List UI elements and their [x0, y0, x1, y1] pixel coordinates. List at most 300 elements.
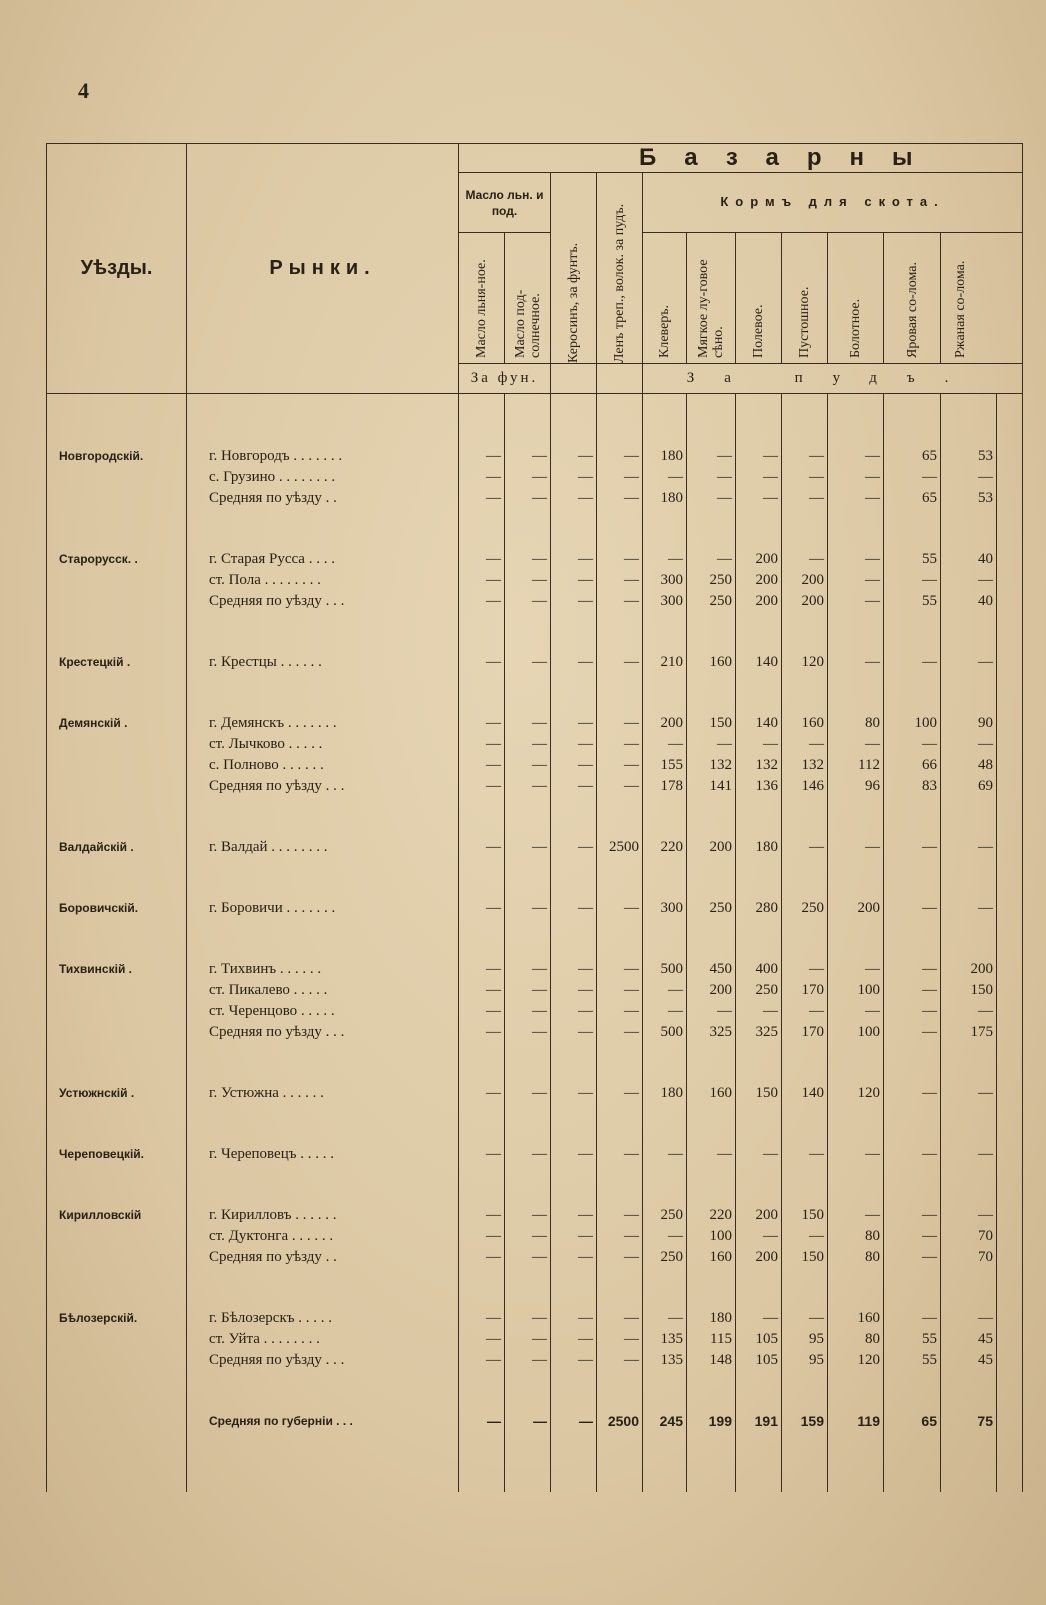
value-oil-linseed: —: [459, 549, 505, 570]
spacer-cell: [782, 919, 828, 939]
spacer-cell: [884, 529, 941, 549]
value-waste: 250: [782, 898, 828, 919]
spacer-cell: [505, 426, 551, 446]
spacer-cell: [687, 529, 736, 549]
spacer-cell: [884, 817, 941, 837]
value-kerosene: —: [551, 1329, 597, 1350]
header-bazar: Базарны: [459, 144, 1023, 173]
spacer-cell: [459, 673, 505, 693]
spacer-cell: [997, 939, 1023, 959]
spacer-cell: [687, 1104, 736, 1124]
value-meadow-hay: 250: [687, 591, 736, 612]
value-oil-linseed: —: [459, 776, 505, 797]
spacer-cell: [687, 1124, 736, 1144]
value-swamp: —: [828, 1205, 884, 1226]
spacer-cell: [997, 1043, 1023, 1063]
spacer-cell: [941, 817, 997, 837]
spacer-row: [47, 612, 1023, 632]
value-field: —: [736, 1226, 782, 1247]
value-flax: —: [597, 488, 643, 509]
table-row: [47, 1001, 1023, 1022]
total-rye-straw: 75: [941, 1411, 997, 1432]
market-cell: ст. Черенцово . . . . .: [187, 1001, 459, 1022]
value-flax: —: [597, 1205, 643, 1226]
spacer-cell: [505, 1268, 551, 1288]
value-rye-straw: —: [941, 1001, 997, 1022]
spacer-cell: [884, 919, 941, 939]
value-rye-straw: 200: [941, 959, 997, 980]
spacer-cell: [828, 529, 884, 549]
spacer-cell: [551, 1124, 597, 1144]
value-oil-linseed: —: [459, 1350, 505, 1371]
spacer-cell: [187, 878, 459, 898]
spacer-cell: [687, 632, 736, 652]
spacer-cell: [597, 878, 643, 898]
spacer-cell: [828, 632, 884, 652]
value-oil-linseed: —: [459, 837, 505, 858]
value-flax: —: [597, 776, 643, 797]
spacer-cell: [505, 797, 551, 817]
market-cell: г. Валдай . . . . . . . .: [187, 837, 459, 858]
value-meadow-hay: —: [687, 1144, 736, 1165]
spacer-cell: [597, 1124, 643, 1144]
spacer-cell: [997, 632, 1023, 652]
value-kerosene: —: [551, 1022, 597, 1043]
value-flax: —: [597, 1022, 643, 1043]
spacer-cell: [459, 1063, 505, 1083]
spacer-cell: [187, 1391, 459, 1411]
value-swamp: —: [828, 734, 884, 755]
spacer-cell: [187, 1371, 459, 1391]
value-clover: —: [643, 1001, 687, 1022]
uezd-cell: Крестецкій .: [47, 652, 187, 673]
spacer-cell: [643, 1104, 687, 1124]
value-swamp: 80: [828, 1226, 884, 1247]
spacer-cell: [597, 1043, 643, 1063]
spacer-cell: [828, 858, 884, 878]
spacer-cell: [782, 529, 828, 549]
spacer-cell: [47, 693, 187, 713]
spacer-cell: [941, 797, 997, 817]
spacer-cell: [941, 1063, 997, 1083]
value-kerosene: —: [551, 898, 597, 919]
spacer-cell: [459, 1432, 505, 1492]
market-cell: ст. Пикалево . . . . .: [187, 980, 459, 1001]
value-spring-straw: —: [884, 734, 941, 755]
value-field: 250: [736, 980, 782, 1001]
value-waste: 150: [782, 1247, 828, 1268]
header-rye-straw: Ржаная со-лома.: [941, 233, 1023, 364]
value-swamp: 100: [828, 1022, 884, 1043]
spacer-cell: [597, 693, 643, 713]
value-meadow-hay: —: [687, 1001, 736, 1022]
value-waste: 200: [782, 591, 828, 612]
header-kerosene: Керосинъ, за фунтъ.: [551, 173, 597, 364]
spacer-cell: [782, 1432, 828, 1492]
value-flax: —: [597, 446, 643, 467]
spacer-cell: [459, 426, 505, 446]
market-cell: г. Череповецъ . . . . .: [187, 1144, 459, 1165]
edge-cell: [997, 1001, 1023, 1022]
unit-funt: За фун.: [459, 364, 551, 394]
value-swamp: —: [828, 652, 884, 673]
spacer-cell: [597, 1165, 643, 1185]
spacer-cell: [736, 632, 782, 652]
spacer-cell: [597, 394, 643, 427]
spacer-cell: [828, 939, 884, 959]
value-rye-straw: —: [941, 652, 997, 673]
edge-cell: [997, 591, 1023, 612]
spacer-cell: [997, 878, 1023, 898]
value-flax: —: [597, 1144, 643, 1165]
value-kerosene: —: [551, 591, 597, 612]
edge-cell: [997, 980, 1023, 1001]
value-swamp: —: [828, 1001, 884, 1022]
spacer-cell: [997, 673, 1023, 693]
spacer-cell: [459, 1288, 505, 1308]
spacer-cell: [47, 919, 187, 939]
spacer-cell: [187, 1185, 459, 1205]
edge-cell: [997, 959, 1023, 980]
value-clover: 250: [643, 1205, 687, 1226]
edge-cell: [997, 1308, 1023, 1329]
edge-cell: [997, 734, 1023, 755]
spacer-cell: [505, 817, 551, 837]
edge-cell: [997, 713, 1023, 734]
spacer-cell: [884, 509, 941, 529]
spacer-cell: [643, 1288, 687, 1308]
spacer-cell: [736, 1288, 782, 1308]
value-flax: —: [597, 1329, 643, 1350]
spacer-cell: [997, 919, 1023, 939]
value-oil-sunflower: —: [505, 755, 551, 776]
spacer-cell: [47, 632, 187, 652]
spacer-cell: [47, 817, 187, 837]
market-cell: с. Грузино . . . . . . . .: [187, 467, 459, 488]
spacer-cell: [687, 1063, 736, 1083]
spacer-cell: [997, 612, 1023, 632]
value-oil-linseed: —: [459, 467, 505, 488]
spacer-cell: [459, 693, 505, 713]
spacer-cell: [597, 509, 643, 529]
value-field: —: [736, 1001, 782, 1022]
value-swamp: 80: [828, 713, 884, 734]
value-flax: —: [597, 1247, 643, 1268]
spacer-cell: [782, 1391, 828, 1411]
spacer-cell: [941, 1432, 997, 1492]
total-kerosene: —: [551, 1411, 597, 1432]
value-waste: 140: [782, 1083, 828, 1104]
spacer-cell: [505, 612, 551, 632]
spacer-cell: [551, 1288, 597, 1308]
value-spring-straw: 83: [884, 776, 941, 797]
spacer-cell: [736, 1268, 782, 1288]
spacer-cell: [687, 1391, 736, 1411]
spacer-cell: [997, 1165, 1023, 1185]
spacer-cell: [505, 1185, 551, 1205]
value-rye-straw: —: [941, 837, 997, 858]
spacer-cell: [736, 1165, 782, 1185]
value-meadow-hay: 115: [687, 1329, 736, 1350]
spacer-cell: [643, 1043, 687, 1063]
spacer-cell: [459, 1124, 505, 1144]
spacer-cell: [551, 632, 597, 652]
spacer-cell: [551, 612, 597, 632]
edge-cell: [997, 1411, 1023, 1432]
spacer-cell: [941, 1124, 997, 1144]
spacer-cell: [782, 673, 828, 693]
value-field: 400: [736, 959, 782, 980]
table-row: [47, 837, 1023, 858]
table-row: [47, 713, 1023, 734]
value-rye-straw: 175: [941, 1022, 997, 1043]
value-oil-linseed: —: [459, 1247, 505, 1268]
value-spring-straw: —: [884, 1022, 941, 1043]
spacer-cell: [459, 1371, 505, 1391]
value-waste: —: [782, 1144, 828, 1165]
spacer-row: [47, 1063, 1023, 1083]
spacer-cell: [828, 1391, 884, 1411]
spacer-cell: [782, 878, 828, 898]
value-swamp: —: [828, 837, 884, 858]
spacer-cell: [505, 1288, 551, 1308]
value-waste: —: [782, 1226, 828, 1247]
spacer-cell: [459, 1165, 505, 1185]
spacer-row: [47, 394, 1023, 427]
spacer-cell: [941, 919, 997, 939]
spacer-cell: [828, 509, 884, 529]
spacer-cell: [459, 797, 505, 817]
value-swamp: —: [828, 1144, 884, 1165]
spacer-cell: [941, 612, 997, 632]
spacer-cell: [997, 1104, 1023, 1124]
value-oil-sunflower: —: [505, 1308, 551, 1329]
spacer-row: [47, 1104, 1023, 1124]
spacer-cell: [828, 1288, 884, 1308]
spacer-cell: [687, 1371, 736, 1391]
spacer-cell: [505, 919, 551, 939]
spacer-cell: [505, 529, 551, 549]
value-spring-straw: —: [884, 652, 941, 673]
value-flax: —: [597, 1083, 643, 1104]
uezd-cell: [47, 1001, 187, 1022]
spacer-cell: [551, 1371, 597, 1391]
uezd-cell: [47, 734, 187, 755]
value-meadow-hay: —: [687, 488, 736, 509]
spacer-cell: [597, 426, 643, 446]
spacer-cell: [187, 1124, 459, 1144]
spacer-cell: [736, 878, 782, 898]
spacer-cell: [687, 1288, 736, 1308]
value-oil-sunflower: —: [505, 898, 551, 919]
header-meadow-hay: Мягкое лу-говое сѣно.: [687, 233, 736, 364]
value-clover: —: [643, 1308, 687, 1329]
value-clover: —: [643, 734, 687, 755]
spacer-cell: [47, 858, 187, 878]
spacer-cell: [643, 919, 687, 939]
spacer-cell: [884, 426, 941, 446]
edge-cell: [997, 1083, 1023, 1104]
value-waste: —: [782, 1001, 828, 1022]
spacer-cell: [884, 1288, 941, 1308]
spacer-cell: [47, 1268, 187, 1288]
value-waste: 150: [782, 1205, 828, 1226]
value-meadow-hay: 250: [687, 570, 736, 591]
spacer-cell: [597, 1391, 643, 1411]
value-rye-straw: 45: [941, 1329, 997, 1350]
value-kerosene: —: [551, 755, 597, 776]
spacer-cell: [551, 1268, 597, 1288]
spacer-cell: [47, 394, 187, 427]
spacer-cell: [736, 509, 782, 529]
spacer-cell: [997, 1371, 1023, 1391]
header-market: Рынки.: [187, 144, 459, 394]
value-meadow-hay: 141: [687, 776, 736, 797]
spacer-cell: [687, 939, 736, 959]
spacer-cell: [782, 1371, 828, 1391]
value-clover: 180: [643, 446, 687, 467]
spacer-row: [47, 919, 1023, 939]
spacer-cell: [997, 394, 1023, 427]
value-swamp: 120: [828, 1350, 884, 1371]
spacer-cell: [459, 817, 505, 837]
value-rye-straw: 40: [941, 591, 997, 612]
value-swamp: 200: [828, 898, 884, 919]
spacer-cell: [551, 394, 597, 427]
value-flax: —: [597, 467, 643, 488]
value-meadow-hay: —: [687, 549, 736, 570]
spacer-cell: [551, 817, 597, 837]
spacer-row: [47, 632, 1023, 652]
value-clover: 135: [643, 1329, 687, 1350]
value-oil-linseed: —: [459, 980, 505, 1001]
spacer-cell: [551, 797, 597, 817]
spacer-cell: [941, 1288, 997, 1308]
header-clover: Клеверъ.: [643, 233, 687, 364]
value-clover: 500: [643, 959, 687, 980]
spacer-cell: [941, 1185, 997, 1205]
spacer-cell: [736, 1063, 782, 1083]
spacer-cell: [941, 632, 997, 652]
table-row: [47, 591, 1023, 612]
value-flax: —: [597, 959, 643, 980]
spacer-cell: [643, 939, 687, 959]
total-flax: 2500: [597, 1411, 643, 1432]
total-row: [47, 1411, 1023, 1432]
value-oil-linseed: —: [459, 713, 505, 734]
spacer-cell: [459, 878, 505, 898]
value-field: —: [736, 734, 782, 755]
market-cell: ст. Пола . . . . . . . .: [187, 570, 459, 591]
market-cell: Средняя по уѣзду . . .: [187, 591, 459, 612]
value-kerosene: —: [551, 837, 597, 858]
spacer-cell: [782, 612, 828, 632]
spacer-cell: [736, 817, 782, 837]
value-swamp: —: [828, 446, 884, 467]
value-meadow-hay: 220: [687, 1205, 736, 1226]
value-kerosene: —: [551, 467, 597, 488]
value-swamp: —: [828, 959, 884, 980]
value-spring-straw: 65: [884, 488, 941, 509]
spacer-cell: [187, 509, 459, 529]
spacer-cell: [505, 1063, 551, 1083]
spacer-cell: [187, 394, 459, 427]
uezd-cell: [47, 591, 187, 612]
spacer-cell: [884, 797, 941, 817]
spacer-cell: [828, 1432, 884, 1492]
spacer-cell: [997, 858, 1023, 878]
value-oil-linseed: —: [459, 591, 505, 612]
value-spring-straw: —: [884, 1205, 941, 1226]
header-swamp: Болотное.: [828, 233, 884, 364]
spacer-cell: [47, 1063, 187, 1083]
spacer-row: [47, 939, 1023, 959]
uezd-cell: [47, 467, 187, 488]
value-field: 105: [736, 1350, 782, 1371]
spacer-cell: [782, 939, 828, 959]
spacer-cell: [551, 939, 597, 959]
spacer-cell: [47, 1432, 187, 1492]
value-kerosene: —: [551, 446, 597, 467]
spacer-cell: [997, 529, 1023, 549]
uezd-cell: Валдайскій .: [47, 837, 187, 858]
spacer-cell: [736, 426, 782, 446]
spacer-cell: [941, 693, 997, 713]
spacer-cell: [643, 529, 687, 549]
spacer-cell: [597, 612, 643, 632]
spacer-cell: [687, 797, 736, 817]
value-oil-sunflower: —: [505, 1350, 551, 1371]
spacer-cell: [828, 673, 884, 693]
value-clover: 500: [643, 1022, 687, 1043]
spacer-cell: [643, 612, 687, 632]
spacer-cell: [551, 919, 597, 939]
value-clover: 220: [643, 837, 687, 858]
value-spring-straw: —: [884, 980, 941, 1001]
value-swamp: 112: [828, 755, 884, 776]
spacer-cell: [47, 1185, 187, 1205]
header-oil-sunflower: Масло под-солнечное.: [505, 233, 551, 364]
spacer-cell: [459, 632, 505, 652]
spacer-cell: [941, 939, 997, 959]
value-meadow-hay: 132: [687, 755, 736, 776]
value-flax: —: [597, 713, 643, 734]
uezd-cell: Устюжнскій .: [47, 1083, 187, 1104]
uezd-cell: [47, 980, 187, 1001]
edge-cell: [997, 1205, 1023, 1226]
total-waste: 159: [782, 1411, 828, 1432]
spacer-cell: [505, 858, 551, 878]
spacer-cell: [643, 1391, 687, 1411]
value-oil-linseed: —: [459, 570, 505, 591]
spacer-cell: [47, 529, 187, 549]
value-clover: 300: [643, 570, 687, 591]
spacer-cell: [459, 529, 505, 549]
value-oil-sunflower: —: [505, 549, 551, 570]
value-spring-straw: —: [884, 1226, 941, 1247]
spacer-cell: [551, 1432, 597, 1492]
spacer-cell: [47, 939, 187, 959]
spacer-cell: [597, 939, 643, 959]
spacer-cell: [597, 858, 643, 878]
spacer-cell: [941, 878, 997, 898]
spacer-cell: [941, 1391, 997, 1411]
spacer-cell: [997, 1063, 1023, 1083]
value-kerosene: —: [551, 1247, 597, 1268]
spacer-cell: [782, 632, 828, 652]
spacer-row: [47, 1268, 1023, 1288]
spacer-cell: [884, 878, 941, 898]
